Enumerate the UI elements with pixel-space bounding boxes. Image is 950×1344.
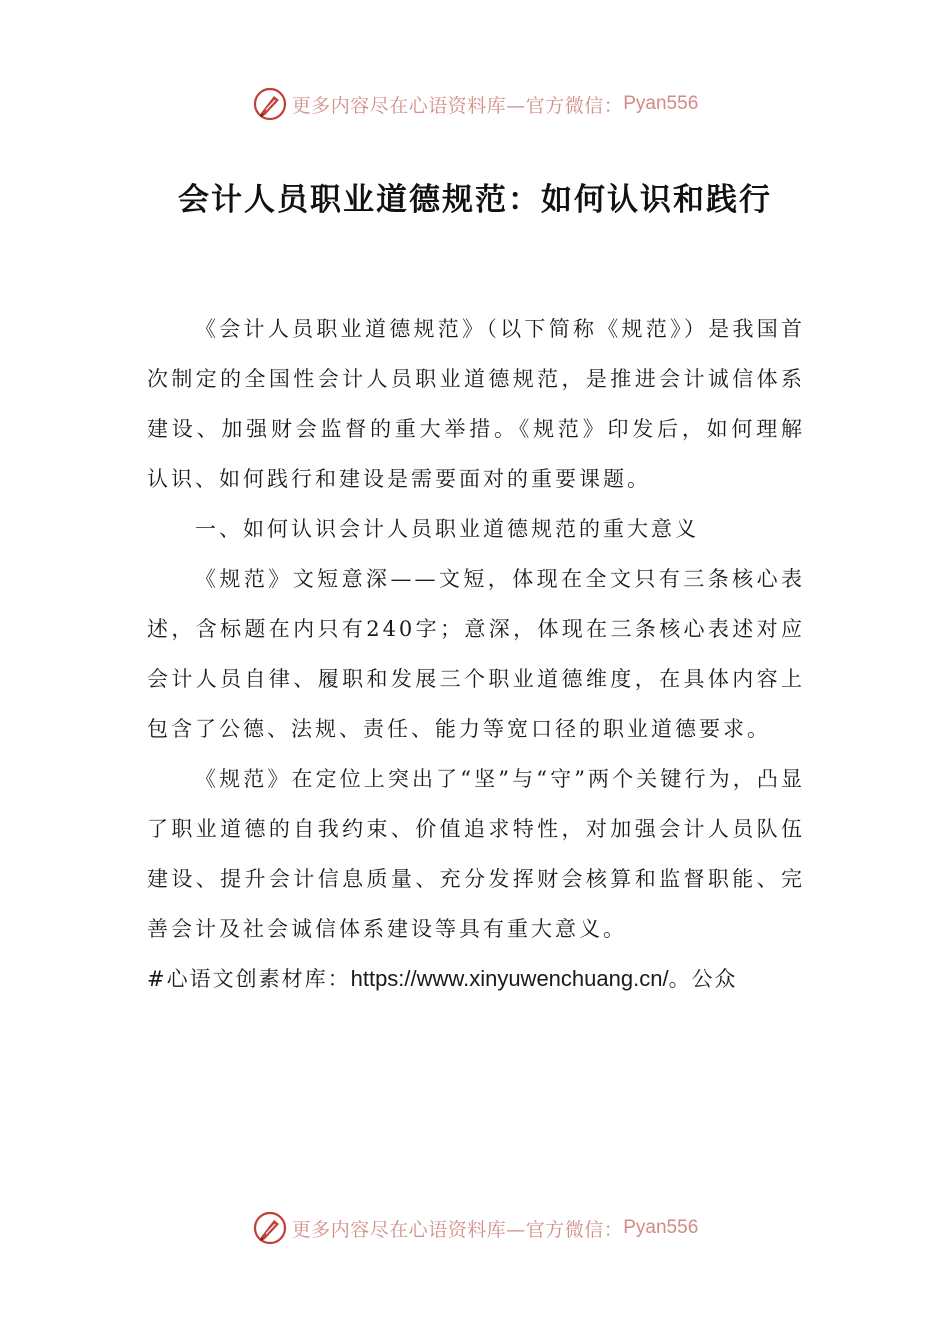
footer-banner-wechat-id: Pyan556 [623,1217,699,1238]
paragraph-3: 《规范》在定位上突出了“坚”与“守”两个关键行为，凸显了职业道德的自我约束、价值追求特性，对加强会计人员队伍建设、提升会计信息质量、充分发挥财会核算和监督职能、完善会计及社会诚信体系建设等具有重大意义。 [147,767,805,941]
header-banner [0,84,950,124]
banner-text: 更多内容尽在心语资料库—官方微信： [291,94,624,117]
document-title: 会计人员职业道德规范：如何认识和践行 [178,182,772,218]
section-heading-1: 一、如何认识会计人员职业道德规范的重大意义 [195,517,699,541]
source-suffix: 。公众 [668,967,738,991]
footer-banner [0,1208,950,1248]
banner-wechat-id: Pyan556 [623,93,699,114]
pen-nib-circle-icon [252,1210,288,1246]
paragraph-intro: 《会计人员职业道德规范》（以下简称《规范》）是我国首次制定的全国性会计人员职业道德规范，是推进会计诚信体系建设、加强财会监督的重大举措。《规范》印发后，如何理解认识、如何践行和建设是需要面对的重要课题。 [147,317,805,491]
source-line [147,954,805,1004]
source-url[interactable]: https://www.xinyuwenchuang.cn/ [350,966,669,991]
source-prefix: #心语文创素材库： [147,967,351,991]
document-body [147,304,805,1004]
pen-nib-circle-icon [252,86,288,122]
footer-banner-text: 更多内容尽在心语资料库—官方微信： [291,1218,624,1241]
paragraph-2: 《规范》文短意深——文短，体现在全文只有三条核心表述，含标题在内只有240字；意深，体现在三条核心表述对应会计人员自律、履职和发展三个职业道德维度，在具体内容上包含了公德、法规、责任、能力等宽口径的职业道德要求。 [147,567,805,741]
